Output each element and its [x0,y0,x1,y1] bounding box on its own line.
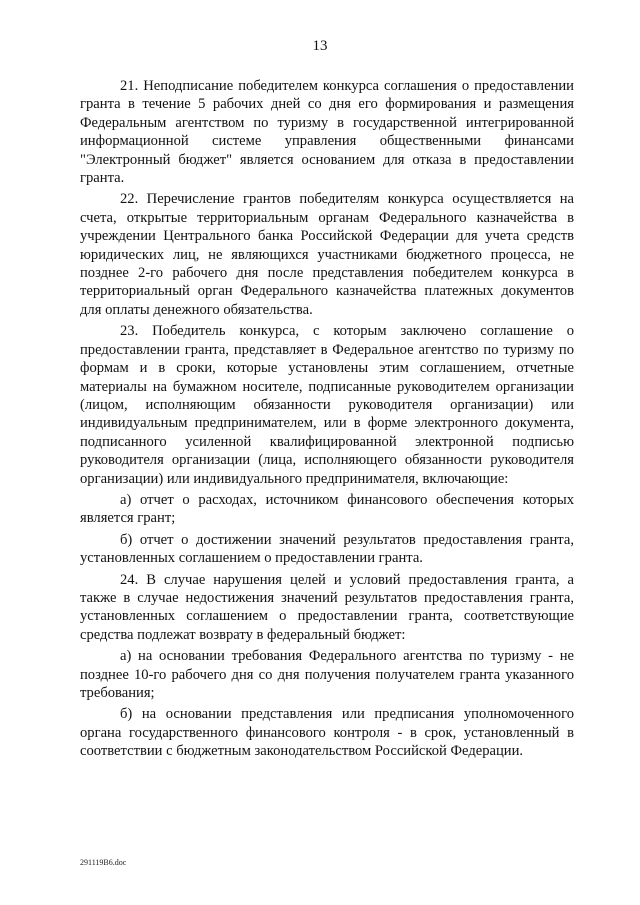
paragraph-24-a: а) на основании требования Федерального агентства по туризму - не позднее 10-го рабочего дня со дня получения получателем гранта указанного требования; [80,648,574,701]
paragraph-24-b: б) на основании представления или предписания уполномоченного органа государственного финансового контроля - в срок, установленный в соответствии с бюджетным законодательством Российской Федерации. [80,706,574,760]
paragraph-24: 24. В случае нарушения целей и условий предоставления гранта, а также в случае недостижения значений результатов предоставления гранта, установленных соглашением о предоставлении гранта, соответствующие средства подлежат возврату в федеральный бюджет: [80,571,574,643]
paragraph-23-b: б) отчет о достижении значений результатов предоставления гранта, установленных соглашением о предоставлении гранта. [80,531,574,567]
paragraph-23-a: а) отчет о расходах, источником финансового обеспечения которых является грант; [80,491,574,527]
footer-doc-code: 291119B6.doc [80,858,127,867]
paragraph-22: 22. Перечисление грантов победителям конкурса осуществляется на счета, открытые территориальным органам Федерального казначейства в учреждении Центрального банка Российской Федерации для учета средств юридических лиц, не являющихся участниками бюджетного процесса, не позднее 2-го рабочего дня после представления победителем конкурса в территориальный орган Федерального казначейства платежных документов для оплаты денежного обязательства. [80,191,574,318]
paragraph-23: 23. Победитель конкурса, с которым заключено соглашение о предоставлении гранта, представляет в Федеральное агентство по туризму по формам и в сроки, которые установлены этим соглашением, отчетные материалы на бумажном носителе, подписанные руководителем организации (лицом, исполняющим обязанности руководителя организации) или индивидуальным предпринимателем, или в форме электронного документа, подписанного усиленной квалифицированной электронной подписью руководителя организации (лица, исполняющего обязанности руководителя организации) или индивидуального предпринимателя, включающие: [80,323,574,487]
page-number: 13 [312,38,328,54]
paragraph-21: 21. Неподписание победителем конкурса соглашения о предоставлении гранта в течение 5 рабочих дней со дня его формирования и размещения Федеральным агентством по туризму в государственной интегрированной информационной системе управления общественными финансами "Электронный бюджет" является основанием для отказа в предоставлении гранта. [80,78,574,187]
document-body [80,77,574,764]
